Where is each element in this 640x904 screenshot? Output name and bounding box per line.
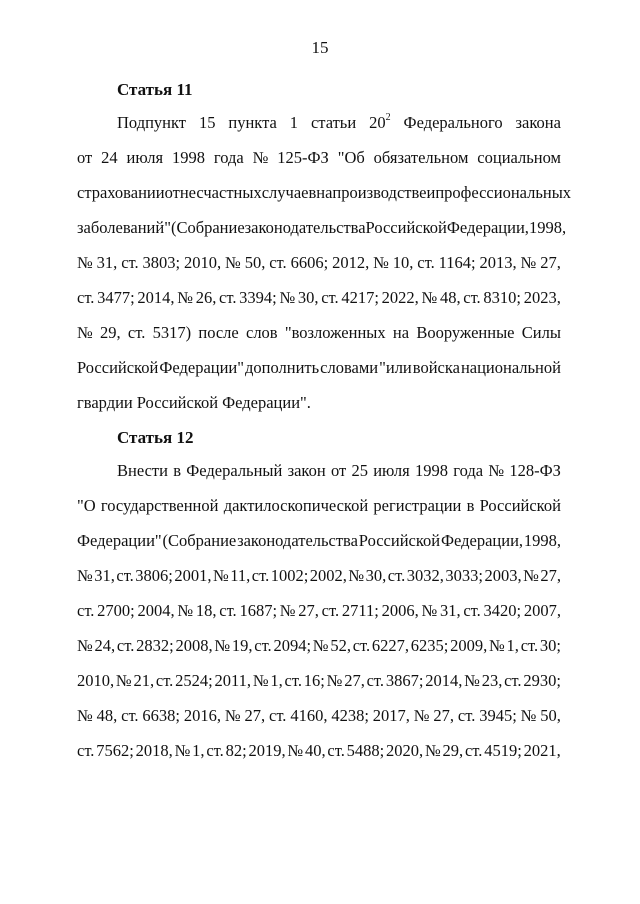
word: 2023, bbox=[523, 288, 561, 307]
word: № bbox=[224, 706, 241, 725]
word: № bbox=[77, 706, 93, 725]
word: Федерации, bbox=[446, 218, 529, 237]
word: 3033; bbox=[445, 566, 483, 585]
word: 2010, bbox=[184, 253, 222, 272]
word: от bbox=[330, 461, 347, 480]
word: 3394; bbox=[239, 288, 277, 307]
word: № bbox=[373, 253, 389, 272]
word: 2700; bbox=[97, 601, 135, 620]
word: 30, bbox=[365, 566, 387, 585]
word: 1 bbox=[289, 113, 299, 132]
word: 29, bbox=[100, 323, 121, 342]
word: (Собрание bbox=[162, 531, 237, 550]
word: № bbox=[252, 148, 269, 167]
word: 2001, bbox=[174, 566, 212, 585]
word: ст. bbox=[284, 671, 302, 690]
word: № bbox=[77, 253, 93, 272]
word: 5317) bbox=[152, 323, 192, 342]
word: 24, bbox=[94, 636, 116, 655]
word: 2832; bbox=[136, 636, 174, 655]
article-11-heading: Статья 11 bbox=[117, 80, 193, 99]
word: Российской bbox=[479, 496, 561, 515]
word: ст. bbox=[352, 636, 371, 655]
text-line bbox=[77, 741, 561, 776]
word: 1, bbox=[270, 671, 283, 690]
word: 27, bbox=[344, 671, 365, 690]
word: 2524; bbox=[175, 671, 213, 690]
word: 2003, bbox=[484, 566, 522, 585]
word: ст. bbox=[206, 741, 224, 760]
word: 8310; bbox=[483, 288, 521, 307]
word: законодательства bbox=[244, 218, 366, 237]
word: года bbox=[453, 461, 484, 480]
word: 48, bbox=[439, 288, 461, 307]
word: слов bbox=[246, 323, 278, 342]
word: 40, bbox=[304, 741, 326, 760]
word: на bbox=[392, 323, 410, 342]
word: 3032, bbox=[406, 566, 444, 585]
word: словами bbox=[320, 358, 379, 377]
word: ст. bbox=[464, 741, 483, 760]
word: № bbox=[115, 671, 132, 690]
word: 2002, bbox=[309, 566, 347, 585]
word: ст. bbox=[116, 636, 135, 655]
word: 2711; bbox=[341, 601, 379, 620]
word: № bbox=[77, 323, 93, 342]
word: и bbox=[426, 183, 436, 202]
word: 2013, bbox=[479, 253, 517, 272]
word: № bbox=[174, 741, 191, 760]
word: 2011, bbox=[214, 671, 252, 690]
word: ст. bbox=[254, 636, 272, 655]
text-line bbox=[77, 113, 561, 148]
word: 50, bbox=[244, 253, 266, 272]
word: года bbox=[213, 148, 244, 167]
word: 1687; bbox=[239, 601, 278, 620]
word: 48, bbox=[96, 706, 118, 725]
word: войска bbox=[412, 358, 460, 377]
word: 2930; bbox=[523, 671, 561, 690]
word: ст. bbox=[457, 706, 476, 725]
word: 52, bbox=[330, 636, 351, 655]
word: 2014, bbox=[137, 288, 175, 307]
word: № bbox=[225, 253, 241, 272]
word: 27, bbox=[244, 706, 266, 725]
word: 6235; bbox=[410, 636, 449, 655]
word: пункта bbox=[228, 113, 277, 132]
word: 3477; bbox=[97, 288, 135, 307]
word: ст. bbox=[321, 601, 340, 620]
text-line bbox=[77, 601, 561, 636]
word: Федерации" bbox=[77, 531, 162, 550]
word: 4519; bbox=[484, 741, 522, 760]
word: "О bbox=[77, 496, 96, 515]
word: закона bbox=[515, 113, 561, 132]
word: июля bbox=[126, 148, 164, 167]
text-line bbox=[77, 706, 561, 741]
word: 31, bbox=[96, 253, 118, 272]
word: 31, bbox=[94, 566, 115, 585]
word: 10, bbox=[392, 253, 414, 272]
word: Федерации" bbox=[159, 358, 244, 377]
word: 27, bbox=[298, 601, 319, 620]
word: ст. bbox=[387, 566, 406, 585]
word: 2006, bbox=[381, 601, 419, 620]
word: 1998 bbox=[415, 461, 449, 480]
word: ст. bbox=[269, 253, 287, 272]
word: 2020, bbox=[386, 741, 424, 760]
word: ст. bbox=[366, 671, 385, 690]
word: ст. bbox=[463, 288, 481, 307]
article-12-text bbox=[77, 461, 561, 776]
word: 3806; bbox=[135, 566, 173, 585]
text-line bbox=[77, 183, 572, 218]
word: 125-ФЗ bbox=[277, 148, 329, 167]
word: ст. bbox=[121, 706, 139, 725]
word: 3867; bbox=[385, 671, 424, 690]
word: № bbox=[421, 288, 438, 307]
word: 2022, bbox=[381, 288, 419, 307]
word: Вооруженные bbox=[416, 323, 515, 342]
word: 4217; bbox=[341, 288, 379, 307]
word: № bbox=[279, 601, 296, 620]
word: несчастных bbox=[179, 183, 262, 202]
word: 11, bbox=[230, 566, 251, 585]
word: статьи bbox=[310, 113, 357, 132]
word: 1, bbox=[506, 636, 519, 655]
word: ст. bbox=[321, 288, 339, 307]
word: ст. bbox=[77, 601, 95, 620]
word: на bbox=[316, 183, 333, 202]
word: № bbox=[77, 636, 93, 655]
word: № bbox=[489, 636, 505, 655]
word: "Об bbox=[337, 148, 365, 167]
word: 2017, bbox=[372, 706, 410, 725]
word: 19, bbox=[231, 636, 253, 655]
word: Федерального bbox=[403, 113, 503, 132]
word: 5488; bbox=[346, 741, 385, 760]
word: 31, bbox=[439, 601, 461, 620]
word: производстве bbox=[332, 183, 427, 202]
article-11-text bbox=[77, 111, 572, 428]
word: 7562; bbox=[96, 741, 134, 760]
word: законодательства bbox=[237, 531, 358, 550]
word: № bbox=[77, 566, 93, 585]
word: ст. bbox=[77, 741, 95, 760]
text-line bbox=[77, 148, 561, 183]
word: 16; bbox=[303, 671, 325, 690]
word: № bbox=[287, 741, 304, 760]
word: 3420; bbox=[483, 601, 522, 620]
text-line bbox=[77, 253, 561, 288]
text-line bbox=[77, 358, 561, 393]
word: 3945; bbox=[479, 706, 517, 725]
word: № bbox=[520, 253, 537, 272]
word: "возложенных bbox=[284, 323, 386, 342]
word: июля bbox=[373, 461, 410, 480]
word: 2007, bbox=[523, 601, 561, 620]
word: № bbox=[177, 288, 193, 307]
word: обязательном bbox=[373, 148, 469, 167]
word: 2009, bbox=[450, 636, 488, 655]
word: № bbox=[252, 671, 269, 690]
word: 6606; bbox=[290, 253, 329, 272]
word: № bbox=[279, 288, 296, 307]
word: 2004, bbox=[137, 601, 175, 620]
word: 27, bbox=[433, 706, 455, 725]
word: профессиональных bbox=[435, 183, 572, 202]
word: 27, bbox=[540, 253, 561, 272]
text-line bbox=[77, 496, 561, 531]
word: 128-ФЗ bbox=[509, 461, 561, 480]
word: № bbox=[177, 601, 194, 620]
word: Российской bbox=[365, 218, 447, 237]
word: Федеральный bbox=[186, 461, 283, 480]
text-line bbox=[77, 636, 561, 671]
word: в bbox=[466, 496, 475, 515]
word: 15 bbox=[198, 113, 216, 132]
word: ст. bbox=[219, 288, 237, 307]
word: 1998, bbox=[523, 531, 561, 550]
page-number: 15 bbox=[311, 38, 329, 57]
word: 2094; bbox=[273, 636, 312, 655]
word: дополнить bbox=[245, 358, 320, 377]
word: регистрации bbox=[373, 496, 462, 515]
word: ст. bbox=[121, 253, 139, 272]
word: от bbox=[164, 183, 180, 202]
word: ст. bbox=[127, 323, 146, 342]
word: ст. bbox=[269, 706, 287, 725]
word: социальном bbox=[477, 148, 561, 167]
word: Российской bbox=[136, 393, 219, 412]
word: ст. bbox=[504, 671, 522, 690]
text-line bbox=[77, 288, 561, 323]
word: 1, bbox=[192, 741, 205, 760]
word: 50, bbox=[540, 706, 561, 725]
word: 24 bbox=[101, 148, 118, 167]
word: № bbox=[413, 706, 430, 725]
word: 1998, bbox=[528, 218, 567, 237]
word: 1998 bbox=[172, 148, 205, 167]
word: № bbox=[464, 671, 480, 690]
word: ст. bbox=[219, 601, 237, 620]
word: 30, bbox=[297, 288, 319, 307]
word: страховании bbox=[77, 183, 165, 202]
word: 2008, bbox=[175, 636, 213, 655]
word: 2016, bbox=[183, 706, 222, 725]
word: 6227, bbox=[371, 636, 410, 655]
word: случаев bbox=[261, 183, 317, 202]
word: Российской bbox=[358, 531, 441, 550]
word: 2014, bbox=[425, 671, 463, 690]
word: № bbox=[523, 566, 539, 585]
word: ст. bbox=[77, 288, 95, 307]
word: Силы bbox=[521, 323, 561, 342]
word: после bbox=[198, 323, 239, 342]
word: Российской bbox=[77, 358, 159, 377]
word: в bbox=[173, 461, 181, 480]
word: Подпункт bbox=[117, 113, 187, 132]
word: 2012, bbox=[332, 253, 370, 272]
word: 23, bbox=[481, 671, 503, 690]
word: 4160, bbox=[290, 706, 328, 725]
word: закон bbox=[287, 461, 326, 480]
word: дактилоскопической bbox=[223, 496, 369, 515]
word: 25 bbox=[351, 461, 368, 480]
word: 3803; bbox=[142, 253, 181, 272]
word: № bbox=[520, 706, 537, 725]
word: 2021, bbox=[523, 741, 561, 760]
word: 1164; bbox=[438, 253, 476, 272]
superscript: 2 bbox=[385, 111, 391, 123]
text-line bbox=[77, 393, 561, 428]
article-12-heading: Статья 12 bbox=[117, 428, 194, 447]
text-line bbox=[77, 461, 561, 496]
word: 27, bbox=[540, 566, 561, 585]
word: ст. bbox=[155, 671, 174, 690]
word: гвардии bbox=[77, 393, 133, 412]
word: 29, bbox=[442, 741, 464, 760]
word: 30; bbox=[539, 636, 561, 655]
word: Федерации". bbox=[222, 393, 311, 412]
word: ст. bbox=[327, 741, 345, 760]
word: ст. bbox=[251, 566, 270, 585]
word: № bbox=[326, 671, 343, 690]
text-line bbox=[77, 218, 567, 253]
word: 1002; bbox=[270, 566, 309, 585]
word: ст. bbox=[463, 601, 481, 620]
word: 2010, bbox=[77, 671, 115, 690]
word: заболеваний" bbox=[77, 218, 171, 237]
word: ст. bbox=[116, 566, 134, 585]
word: № bbox=[421, 601, 438, 620]
word: 6638; bbox=[142, 706, 181, 725]
text-line bbox=[77, 566, 561, 601]
word: $20^2$ bbox=[369, 111, 391, 132]
text-line bbox=[77, 323, 561, 358]
word: № bbox=[348, 566, 365, 585]
word: № bbox=[488, 461, 505, 480]
word: № bbox=[312, 636, 329, 655]
word: от bbox=[77, 148, 93, 167]
word: государственной bbox=[100, 496, 219, 515]
word: 82; bbox=[225, 741, 247, 760]
word: 18, bbox=[195, 601, 217, 620]
word: 4238; bbox=[331, 706, 369, 725]
word: Внести bbox=[117, 461, 168, 480]
word: 2018, bbox=[135, 741, 173, 760]
word: ст. bbox=[417, 253, 435, 272]
word: № bbox=[424, 741, 441, 760]
word: национальной bbox=[460, 358, 561, 377]
word: № bbox=[213, 566, 229, 585]
word: "или bbox=[379, 358, 412, 377]
word: (Собрание bbox=[170, 218, 245, 237]
word: 26, bbox=[195, 288, 217, 307]
word: Федерации, bbox=[440, 531, 524, 550]
text-line bbox=[77, 531, 561, 566]
text-line bbox=[77, 671, 561, 706]
word: ст. bbox=[520, 636, 539, 655]
word: 21, bbox=[133, 671, 155, 690]
word: № bbox=[214, 636, 231, 655]
word: 2019, bbox=[248, 741, 286, 760]
